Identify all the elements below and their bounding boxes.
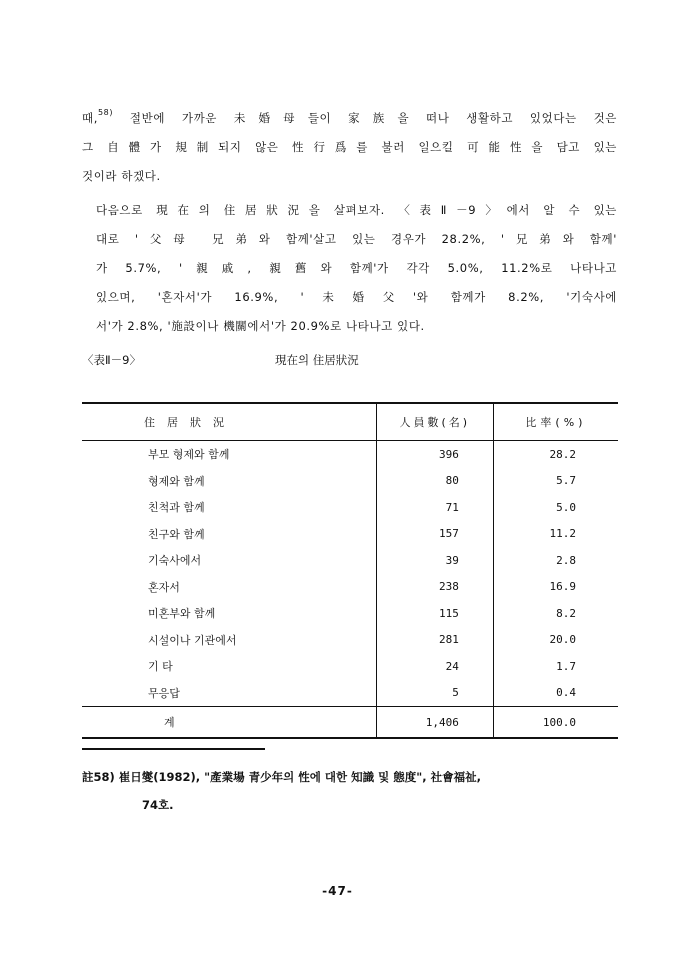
cell-ratio: 20.0: [493, 627, 618, 654]
paragraph-line: 있으며, '혼자서'가 16.9%, '未婚父'와 함께가 8.2%, '기숙사에: [96, 290, 617, 304]
header-ratio: 比率(%): [493, 403, 618, 441]
header-residence: 住居狀況: [82, 403, 376, 441]
table-number: 〈表Ⅱ－9〉: [82, 353, 141, 367]
paragraph-line: 때,$^{58)}$ 절반에 가까운 未婚母들이 家族을 떠나 생활하고 있었다는 것은: [82, 108, 617, 125]
cell-residence: 미혼부와 함께: [148, 607, 216, 621]
cell-residence: 무응답: [148, 686, 180, 700]
paragraph-line: 다음으로 現在의 住居狀況을 살펴보자. 〈表Ⅱ－9〉에서 알 수 있는: [96, 203, 617, 217]
cell-residence: 형제와 함께: [148, 474, 205, 488]
cell-residence: 혼자서: [148, 580, 180, 594]
total-ratio: 100.0: [493, 707, 618, 739]
cell-count: 80: [376, 468, 493, 495]
cell-residence: 부모 형제와 함께: [148, 448, 230, 462]
table-header-row: [82, 403, 618, 441]
table-row: [82, 574, 618, 601]
table-title: 現在의 住居狀況: [275, 353, 359, 367]
cell-count: 5: [376, 680, 493, 707]
table-row: [82, 494, 618, 521]
cell-residence: 기숙사에서: [148, 554, 202, 568]
header-count: 人員數(名): [376, 403, 493, 441]
cell-residence: 친구와 함께: [148, 527, 205, 541]
footnote-issue: 74호.: [142, 798, 174, 812]
footnote: [82, 763, 617, 819]
cell-ratio: 5.7: [493, 468, 618, 495]
cell-count: 115: [376, 600, 493, 627]
cell-ratio: 8.2: [493, 600, 618, 627]
cell-count: 281: [376, 627, 493, 654]
cell-count: 157: [376, 521, 493, 548]
table-row: [82, 600, 618, 627]
footnote-citation: 註58) 崔日燮(1982), "產業場 青少年의 性에 대한 知識 및 態度", 社會福祉,: [82, 770, 481, 784]
cell-residence: 시설이나 기관에서: [148, 633, 237, 647]
residence-table: [82, 402, 618, 739]
paragraph-1: [82, 104, 617, 191]
cell-ratio: 2.8: [493, 547, 618, 574]
table-row: [82, 653, 618, 680]
cell-ratio: 11.2: [493, 521, 618, 548]
table-row: [82, 547, 618, 574]
footnote-divider: [82, 748, 265, 750]
table-row: [82, 521, 618, 548]
table-row: [82, 441, 618, 468]
table-row: [82, 468, 618, 495]
cell-ratio: 16.9: [493, 574, 618, 601]
paragraph-line: 가 5.7%, '親戚, 親舊와 함께'가 각각 5.0%, 11.2%로 나타나고: [96, 261, 617, 275]
cell-ratio: 5.0: [493, 494, 618, 521]
table-total-row: [82, 707, 618, 739]
paragraph-line: 서'가 2.8%, '施設이나 機關에서'가 20.9%로 나타나고 있다.: [96, 319, 425, 333]
table-row: [82, 627, 618, 654]
cell-ratio: 1.7: [493, 653, 618, 680]
cell-count: 24: [376, 653, 493, 680]
total-label: 계: [82, 707, 376, 739]
cell-count: 238: [376, 574, 493, 601]
table-row: [82, 680, 618, 707]
cell-residence: 친척과 함께: [148, 501, 205, 515]
cell-count: 396: [376, 441, 493, 468]
cell-ratio: 28.2: [493, 441, 618, 468]
cell-ratio: 0.4: [493, 680, 618, 707]
total-count: 1,406: [376, 707, 493, 739]
cell-residence: 기 타: [148, 660, 173, 674]
page-number: -47-: [322, 884, 353, 898]
paragraph-2: [82, 196, 617, 341]
paragraph-line: 것이라 하겠다.: [82, 169, 161, 183]
footnote-marker: 58): [97, 108, 114, 117]
cell-count: 71: [376, 494, 493, 521]
cell-count: 39: [376, 547, 493, 574]
paragraph-line: 대로 '父母 兄弟와 함께'살고 있는 경우가 28.2%, '兄弟와 함께': [96, 232, 617, 246]
paragraph-line: 그 自體가 規制되지 않은 性行爲를 불러 일으킬 可能性을 담고 있는: [82, 140, 617, 154]
